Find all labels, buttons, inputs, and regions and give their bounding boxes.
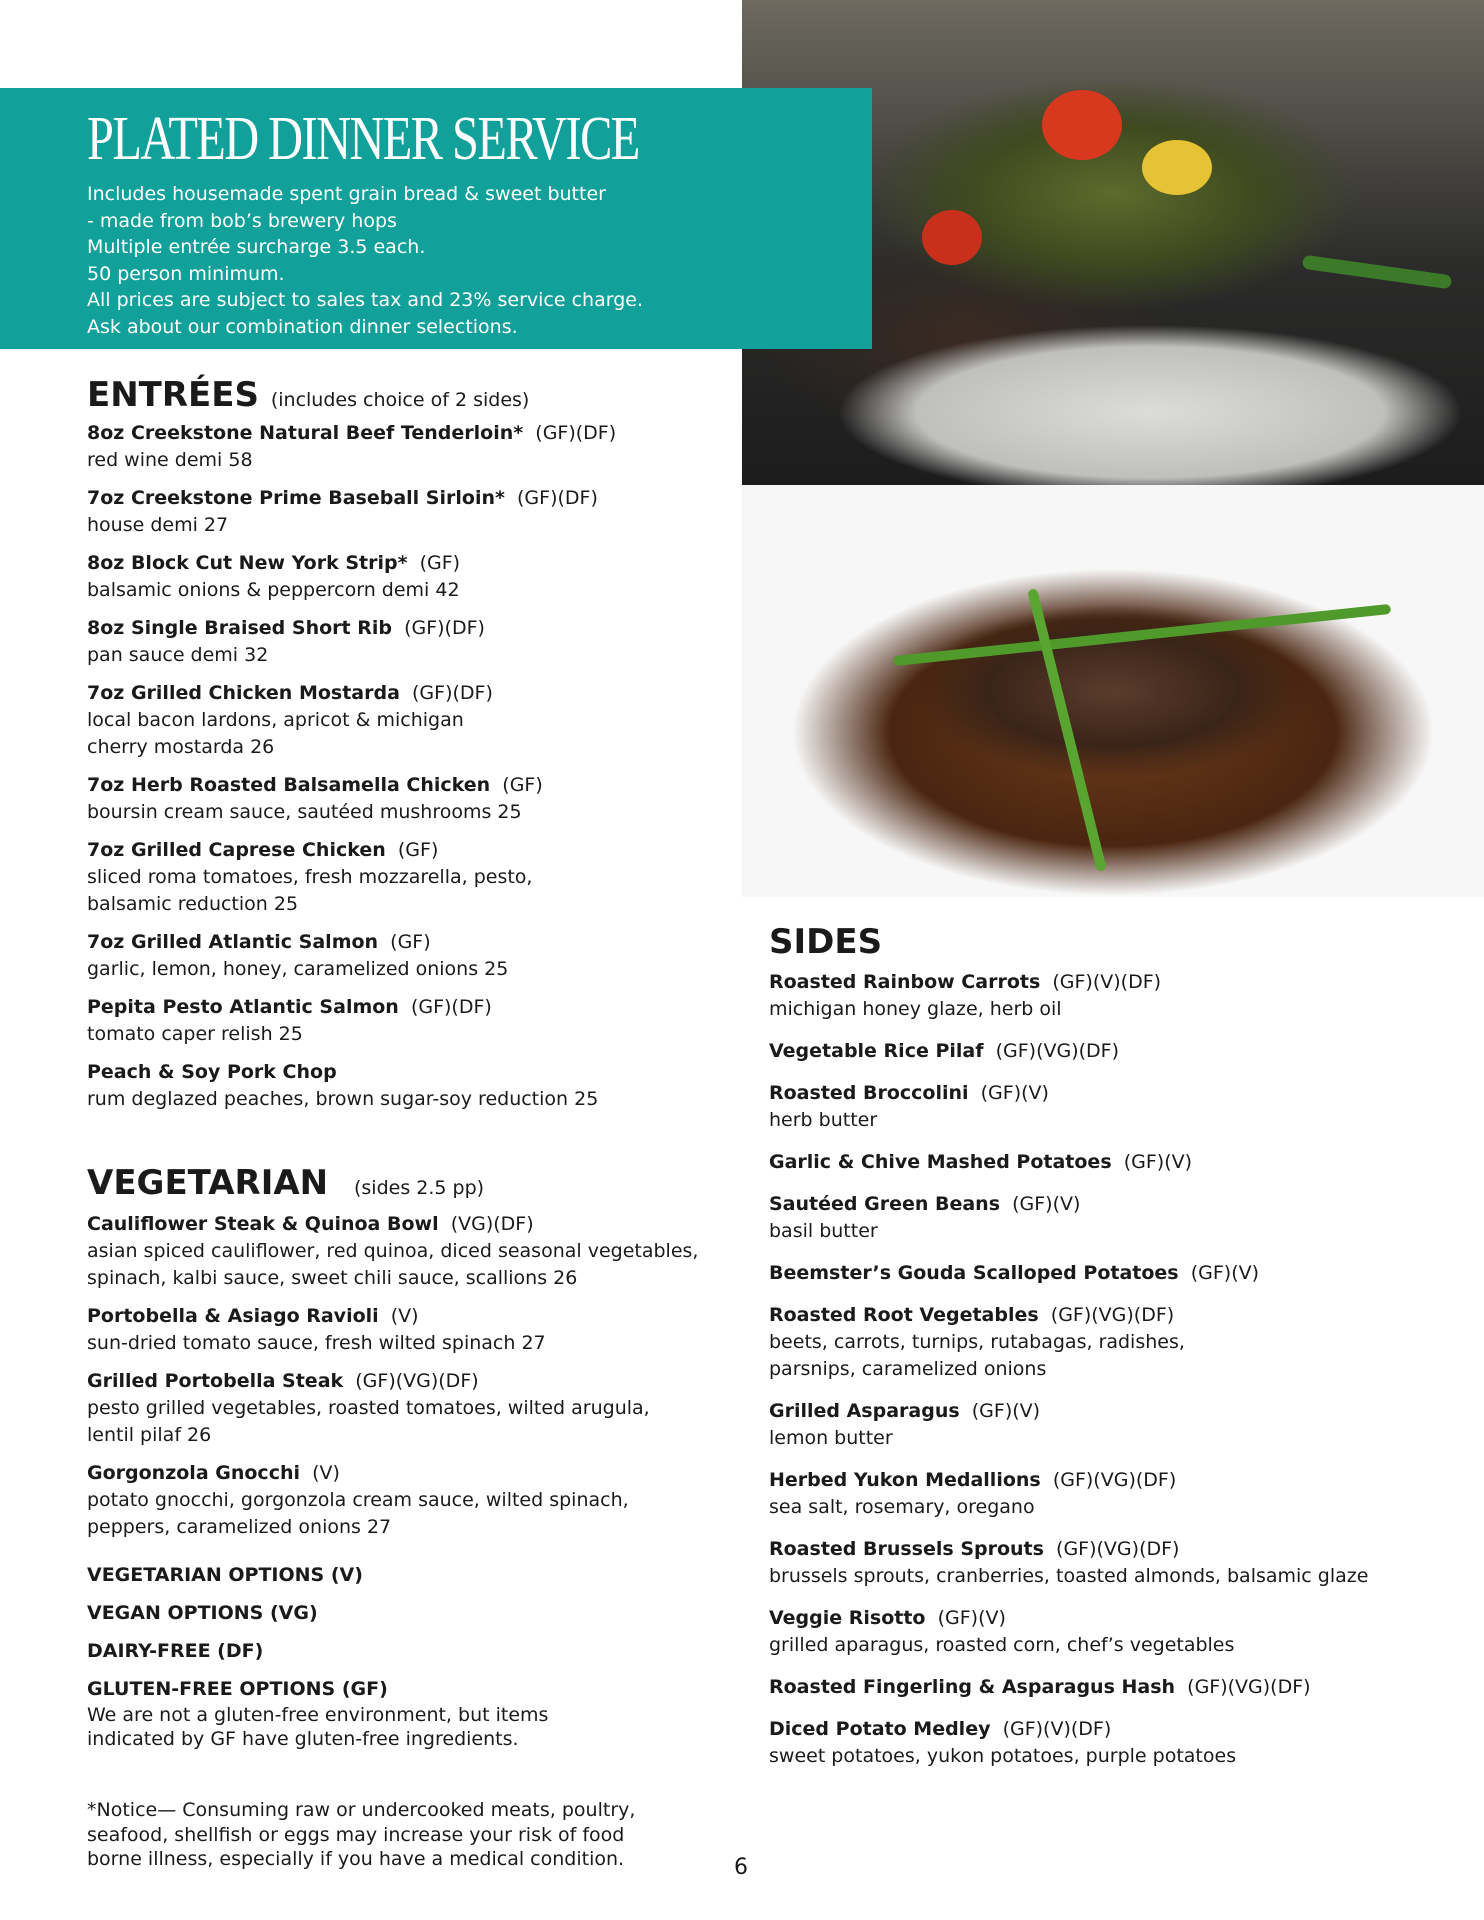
menu-item-diet-tags: (GF) xyxy=(419,552,461,574)
intro-text xyxy=(87,181,643,340)
menu-item xyxy=(769,1605,1368,1659)
menu-item xyxy=(769,1149,1368,1176)
menu-item xyxy=(769,1080,1368,1134)
menu-item-name: Roasted Root Vegetables xyxy=(769,1304,1039,1326)
menu-item-name: 7oz Grilled Chicken Mostarda xyxy=(87,682,400,704)
gluten-free-note xyxy=(87,1703,548,1751)
menu-item xyxy=(769,1674,1368,1701)
menu-item-header xyxy=(87,1368,698,1395)
menu-item-name: 7oz Grilled Atlantic Salmon xyxy=(87,931,379,953)
legend-vegetarian: VEGETARIAN OPTIONS (V) xyxy=(87,1564,363,1586)
menu-item-header xyxy=(87,420,616,447)
menu-item xyxy=(87,550,616,604)
menu-item-description: sliced roma tomatoes, fresh mozzarella, pesto, xyxy=(87,866,533,888)
menu-item xyxy=(87,1460,698,1541)
menu-item-diet-tags: (GF)(DF) xyxy=(535,422,617,444)
menu-item-diet-tags: (GF)(VG)(DF) xyxy=(1050,1304,1175,1326)
menu-item xyxy=(87,1303,698,1357)
menu-item-name: 8oz Block Cut New York Strip* xyxy=(87,552,408,574)
intro-line: All prices are subject to sales tax and 23% service charge. xyxy=(87,289,643,311)
menu-item-description: peppers, caramelized onions 27 xyxy=(87,1516,392,1538)
page-number: 6 xyxy=(734,1855,748,1880)
menu-item-header xyxy=(769,1038,1368,1065)
chive-garnish-graphic xyxy=(1027,588,1107,872)
menu-item-diet-tags: (GF)(V) xyxy=(1012,1193,1081,1215)
vegetarian-heading xyxy=(87,1163,484,1203)
menu-item-diet-tags: (GF)(DF) xyxy=(404,617,485,639)
menu-item-header xyxy=(769,1674,1368,1701)
notice-line: seafood, shellfish or eggs may increase your risk of food xyxy=(87,1823,625,1846)
menu-item-name: 8oz Creekstone Natural Beef Tenderloin* xyxy=(87,422,524,444)
sides-heading xyxy=(769,922,882,962)
menu-item xyxy=(769,1398,1368,1452)
menu-item xyxy=(87,1368,698,1449)
menu-item-header xyxy=(87,485,616,512)
menu-item-name: Garlic & Chive Mashed Potatoes xyxy=(769,1151,1112,1173)
menu-item-name: 7oz Grilled Caprese Chicken xyxy=(87,839,386,861)
menu-item-diet-tags: (GF)(VG)(DF) xyxy=(1187,1676,1311,1698)
menu-item-header xyxy=(87,837,616,864)
menu-item-name: Gorgonzola Gnocchi xyxy=(87,1462,300,1484)
gf-note-line: indicated by GF have gluten-free ingredients. xyxy=(87,1728,519,1750)
menu-item-header xyxy=(87,615,616,642)
menu-item-description: potato gnocchi, gorgonzola cream sauce, wilted spinach, xyxy=(87,1489,629,1511)
menu-item xyxy=(769,1536,1368,1590)
menu-item-header xyxy=(769,1302,1368,1329)
menu-item-diet-tags: (GF)(V) xyxy=(1123,1151,1193,1173)
menu-item-name: Herbed Yukon Medallions xyxy=(769,1469,1041,1491)
menu-item-name: Cauliflower Steak & Quinoa Bowl xyxy=(87,1213,439,1235)
menu-item-description: sun-dried tomato sauce, fresh wilted spinach 27 xyxy=(87,1332,546,1354)
legend-dairy-free: DAIRY-FREE (DF) xyxy=(87,1640,264,1662)
menu-item-header xyxy=(87,929,616,956)
menu-item-description: sea salt, rosemary, oregano xyxy=(769,1496,1035,1518)
menu-item-diet-tags: (GF)(V)(DF) xyxy=(1052,971,1162,993)
menu-item-diet-tags: (V) xyxy=(312,1462,340,1484)
menu-item-header xyxy=(769,1536,1368,1563)
tomato-graphic xyxy=(922,210,982,265)
menu-item-header xyxy=(87,1460,698,1487)
menu-item xyxy=(87,485,616,539)
menu-item-diet-tags: (GF) xyxy=(397,839,439,861)
menu-item-diet-tags: (GF)(VG)(DF) xyxy=(995,1040,1120,1062)
vegetarian-note: (sides 2.5 pp) xyxy=(353,1177,485,1199)
menu-item-name: Grilled Asparagus xyxy=(769,1400,960,1422)
menu-item-header xyxy=(769,1398,1368,1425)
menu-item-description: house demi 27 xyxy=(87,514,229,536)
intro-line: - made from bob’s brewery hops xyxy=(87,209,397,232)
menu-item-description: rum deglazed peaches, brown sugar-soy reduction 25 xyxy=(87,1088,599,1110)
menu-item-diet-tags: (GF)(DF) xyxy=(517,487,598,509)
menu-item-description: parsnips, caramelized onions xyxy=(769,1358,1047,1380)
intro-line: Includes housemade spent grain bread & sweet butter xyxy=(87,183,606,205)
menu-item-description: lemon butter xyxy=(769,1427,893,1449)
menu-item-diet-tags: (VG)(DF) xyxy=(450,1213,534,1235)
tomato-graphic xyxy=(1042,90,1122,160)
menu-item-description: local bacon lardons, apricot & michigan xyxy=(87,709,464,731)
green-bean-graphic xyxy=(1302,255,1452,290)
menu-item-name: Sautéed Green Beans xyxy=(769,1193,1001,1215)
menu-item-header xyxy=(87,772,616,799)
menu-item-header xyxy=(87,680,616,707)
menu-item xyxy=(87,420,616,474)
menu-item-header xyxy=(87,1303,698,1330)
menu-item-header xyxy=(87,1211,698,1238)
steak-dish-photo xyxy=(742,485,1484,897)
menu-item-diet-tags: (GF)(V) xyxy=(971,1400,1041,1422)
menu-item xyxy=(87,837,616,918)
menu-item-diet-tags: (GF)(V) xyxy=(1190,1262,1260,1284)
menu-item-name: Roasted Fingerling & Asparagus Hash xyxy=(769,1676,1176,1698)
intro-line: Multiple entrée surcharge 3.5 each. xyxy=(87,236,426,258)
menu-item-diet-tags: (V) xyxy=(390,1305,419,1327)
menu-item-description: lentil pilaf 26 xyxy=(87,1424,212,1446)
diet-legend xyxy=(87,1562,548,1751)
menu-item xyxy=(87,680,616,761)
sides-title: SIDES xyxy=(769,922,883,962)
menu-item-description: pesto grilled vegetables, roasted tomatoes, wilted arugula, xyxy=(87,1397,650,1419)
sides-list xyxy=(769,969,1368,1785)
entrees-title: ENTRÉES xyxy=(87,375,259,415)
intro-line: 50 person minimum. xyxy=(87,262,285,285)
notice-line: *Notice— Consuming raw or undercooked meats, poultry, xyxy=(87,1799,636,1821)
menu-item-diet-tags: (GF)(VG)(DF) xyxy=(1056,1538,1180,1560)
menu-item-name: Portobella & Asiago Ravioli xyxy=(87,1305,379,1327)
pepper-graphic xyxy=(1142,140,1212,195)
menu-item-name: Roasted Brussels Sprouts xyxy=(769,1538,1044,1560)
menu-item xyxy=(769,1716,1368,1770)
menu-item-header xyxy=(769,1080,1368,1107)
menu-item xyxy=(769,1191,1368,1245)
menu-item-diet-tags: (GF)(DF) xyxy=(412,682,493,704)
menu-item-header xyxy=(87,1059,616,1086)
menu-item-name: Roasted Rainbow Carrots xyxy=(769,971,1041,993)
gf-note-line: We are not a gluten-free environment, but items xyxy=(87,1704,549,1726)
menu-item-diet-tags: (GF)(V) xyxy=(980,1082,1049,1104)
menu-item xyxy=(87,994,616,1048)
notice-line: borne illness, especially if you have a medical condition. xyxy=(87,1848,625,1870)
menu-item xyxy=(87,615,616,669)
food-safety-notice xyxy=(87,1798,635,1872)
menu-item-description: spinach, kalbi sauce, sweet chili sauce, scallions 26 xyxy=(87,1267,578,1289)
menu-item-diet-tags: (GF) xyxy=(390,931,431,953)
menu-item-description: herb butter xyxy=(769,1109,878,1131)
vegetarian-list xyxy=(87,1211,698,1552)
menu-item xyxy=(87,1059,616,1113)
menu-item xyxy=(769,1038,1368,1065)
menu-item xyxy=(769,1260,1368,1287)
legend-gluten-free: GLUTEN-FREE OPTIONS (GF) xyxy=(87,1678,388,1700)
menu-item xyxy=(87,1211,698,1292)
vegetarian-title: VEGETARIAN xyxy=(87,1163,329,1203)
menu-item-name: Beemster’s Gouda Scalloped Potatoes xyxy=(769,1262,1179,1284)
menu-item-header xyxy=(769,969,1368,996)
menu-item-name: Pepita Pesto Atlantic Salmon xyxy=(87,996,399,1018)
menu-item-description: basil butter xyxy=(769,1220,878,1242)
menu-item-name: Peach & Soy Pork Chop xyxy=(87,1061,337,1083)
menu-item-name: 8oz Single Braised Short Rib xyxy=(87,617,392,639)
page-title: PLATED DINNER SERVICE xyxy=(87,105,639,173)
menu-item-description: sweet potatoes, yukon potatoes, purple potatoes xyxy=(769,1745,1237,1767)
menu-item-name: 7oz Herb Roasted Balsamella Chicken xyxy=(87,774,491,796)
menu-item-header xyxy=(769,1716,1368,1743)
legend-vegan: VEGAN OPTIONS (VG) xyxy=(87,1602,318,1624)
menu-item-header xyxy=(769,1260,1368,1287)
chive-garnish-graphic xyxy=(893,604,1391,666)
menu-item xyxy=(769,1467,1368,1521)
menu-item-diet-tags: (GF)(DF) xyxy=(410,996,492,1018)
menu-item-description: boursin cream sauce, sautéed mushrooms 25 xyxy=(87,801,522,823)
intro-line: Ask about our combination dinner selections. xyxy=(87,315,518,338)
menu-item-description: brussels sprouts, cranberries, toasted almonds, balsamic glaze xyxy=(769,1565,1369,1587)
menu-item xyxy=(769,1302,1368,1383)
entrees-note: (includes choice of 2 sides) xyxy=(270,389,530,411)
menu-item-diet-tags: (GF) xyxy=(502,774,543,796)
menu-item-description: pan sauce demi 32 xyxy=(87,644,269,666)
menu-item-diet-tags: (GF)(V)(DF) xyxy=(1002,1718,1112,1740)
menu-item-name: Grilled Portobella Steak xyxy=(87,1370,344,1392)
menu-item-name: Vegetable Rice Pilaf xyxy=(769,1040,984,1062)
menu-item-description: michigan honey glaze, herb oil xyxy=(769,998,1062,1020)
menu-item xyxy=(769,969,1368,1023)
menu-item-description: balsamic onions & peppercorn demi 42 xyxy=(87,579,460,601)
menu-item-header xyxy=(87,550,616,577)
menu-item-diet-tags: (GF)(V) xyxy=(937,1607,1006,1629)
menu-item-description: asian spiced cauliflower, red quinoa, diced seasonal vegetables, xyxy=(87,1240,699,1262)
menu-item-name: Roasted Broccolini xyxy=(769,1082,969,1104)
menu-item-diet-tags: (GF)(VG)(DF) xyxy=(355,1370,479,1392)
menu-item-header xyxy=(87,994,616,1021)
menu-item-name: 7oz Creekstone Prime Baseball Sirloin* xyxy=(87,487,505,509)
menu-item-description: balsamic reduction 25 xyxy=(87,893,299,915)
menu-item-description: tomato caper relish 25 xyxy=(87,1023,303,1045)
menu-item-name: Veggie Risotto xyxy=(769,1607,926,1629)
header-band xyxy=(0,88,872,349)
menu-item-diet-tags: (GF)(VG)(DF) xyxy=(1052,1469,1177,1491)
menu-item-description: grilled aparagus, roasted corn, chef’s vegetables xyxy=(769,1634,1235,1656)
entrees-heading xyxy=(87,375,529,415)
menu-item-header xyxy=(769,1191,1368,1218)
menu-item-description: garlic, lemon, honey, caramelized onions 25 xyxy=(87,958,509,980)
menu-item-name: Diced Potato Medley xyxy=(769,1718,991,1740)
menu-item xyxy=(87,929,616,983)
menu-item-description: red wine demi 58 xyxy=(87,449,253,471)
menu-item-header xyxy=(769,1467,1368,1494)
menu-item-header xyxy=(769,1149,1368,1176)
menu-item-description: cherry mostarda 26 xyxy=(87,736,275,758)
menu-item-header xyxy=(769,1605,1368,1632)
entrees-list xyxy=(87,420,616,1124)
menu-item xyxy=(87,772,616,826)
menu-item-description: beets, carrots, turnips, rutabagas, radishes, xyxy=(769,1331,1185,1353)
